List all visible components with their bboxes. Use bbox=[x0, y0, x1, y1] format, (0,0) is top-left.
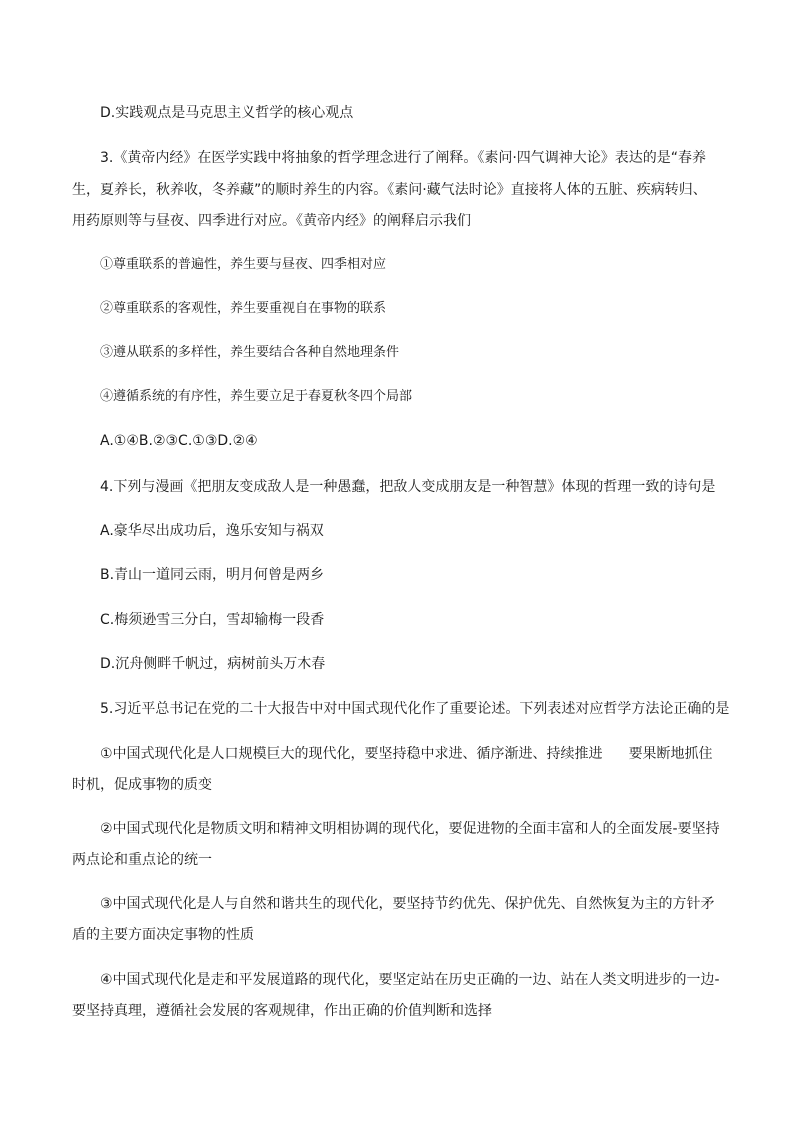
q2-option-d: D.实践观点是马克思主义哲学的核心观点 bbox=[100, 105, 354, 121]
q3-stem-line-1: 3.《黄帝内经》在医学实践中将抽象的哲学理念进行了阐释。《素问·四气调神大论》表达的是“春养 bbox=[100, 150, 707, 166]
q3-choices: A.①④B.②③C.①③D.②④ bbox=[100, 433, 258, 449]
q5-item-4-line-1: ④中国式现代化是走和平发展道路的现代化，要坚定站在历史正确的一边、站在人类文明进步的一边- bbox=[100, 972, 720, 988]
q5-item-3-line-1: ③中国式现代化是人与自然和谐共生的现代化，要坚持节约优先、保护优先、自然恢复为主的方针矛 bbox=[100, 896, 715, 912]
q4-option-d: D.沉舟侧畔千帆过，病树前头万木春 bbox=[100, 656, 326, 672]
q3-stem-line-2: 生，夏养长，秋养收，冬养藏”的顺时养生的内容。《素问·藏气法时论》直接将人体的五脏、疾病转归、 bbox=[72, 182, 707, 198]
q5-item-2-line-2: 两点论和重点论的统一 bbox=[72, 852, 212, 868]
q5-item-1-text-b: 要果断地抓住 bbox=[628, 746, 713, 762]
q4-option-a: A.豪华尽出成功后，逸乐安知与祸双 bbox=[100, 523, 324, 539]
q3-item-3: ③遵从联系的多样性，养生要结合各种自然地理条件 bbox=[100, 345, 400, 360]
q3-item-2: ②尊重联系的客观性，养生要重视自在事物的联系 bbox=[100, 301, 387, 316]
q5-item-4-line-2: 要坚持真理，遵循社会发展的客观规律，作出正确的价值判断和选择 bbox=[72, 1003, 492, 1019]
q3-item-1: ①尊重联系的普遍性，养生要与昼夜、四季相对应 bbox=[100, 257, 387, 272]
q5-item-1-line-2: 时机，促成事物的质变 bbox=[72, 777, 212, 793]
q3-item-4: ④遵循系统的有序性，养生要立足于春夏秋冬四个局部 bbox=[100, 389, 413, 404]
q5-stem: 5.习近平总书记在党的二十大报告中对中国式现代化作了重要论述。下列表述对应哲学方法论正确的是 bbox=[100, 701, 730, 717]
q5-item-2-line-1: ②中国式现代化是物质文明和精神文明相协调的现代化，要促进物的全面丰富和人的全面发展-要坚持 bbox=[100, 821, 720, 837]
q4-option-c: C.梅须逊雪三分白，雪却输梅一段香 bbox=[100, 612, 325, 628]
q5-item-1-line-1 bbox=[100, 744, 713, 764]
q5-item-1-text-a: ①中国式现代化是人口规模巨大的现代化，要坚持稳中求进、循序渐进、持续推进 bbox=[100, 746, 603, 762]
q3-stem-line-3: 用药原则等与昼夜、四季进行对应。《黄帝内经》的阐释启示我们 bbox=[72, 213, 471, 229]
q4-stem: 4.下列与漫画《把朋友变成敌人是一种愚蠢，把敌人变成朋友是一种智慧》体现的哲理一致的诗句是 bbox=[100, 479, 716, 495]
q5-item-3-line-2: 盾的主要方面决定事物的性质 bbox=[72, 927, 254, 943]
q4-option-b: B.青山一道同云雨，明月何曾是两乡 bbox=[100, 567, 325, 583]
